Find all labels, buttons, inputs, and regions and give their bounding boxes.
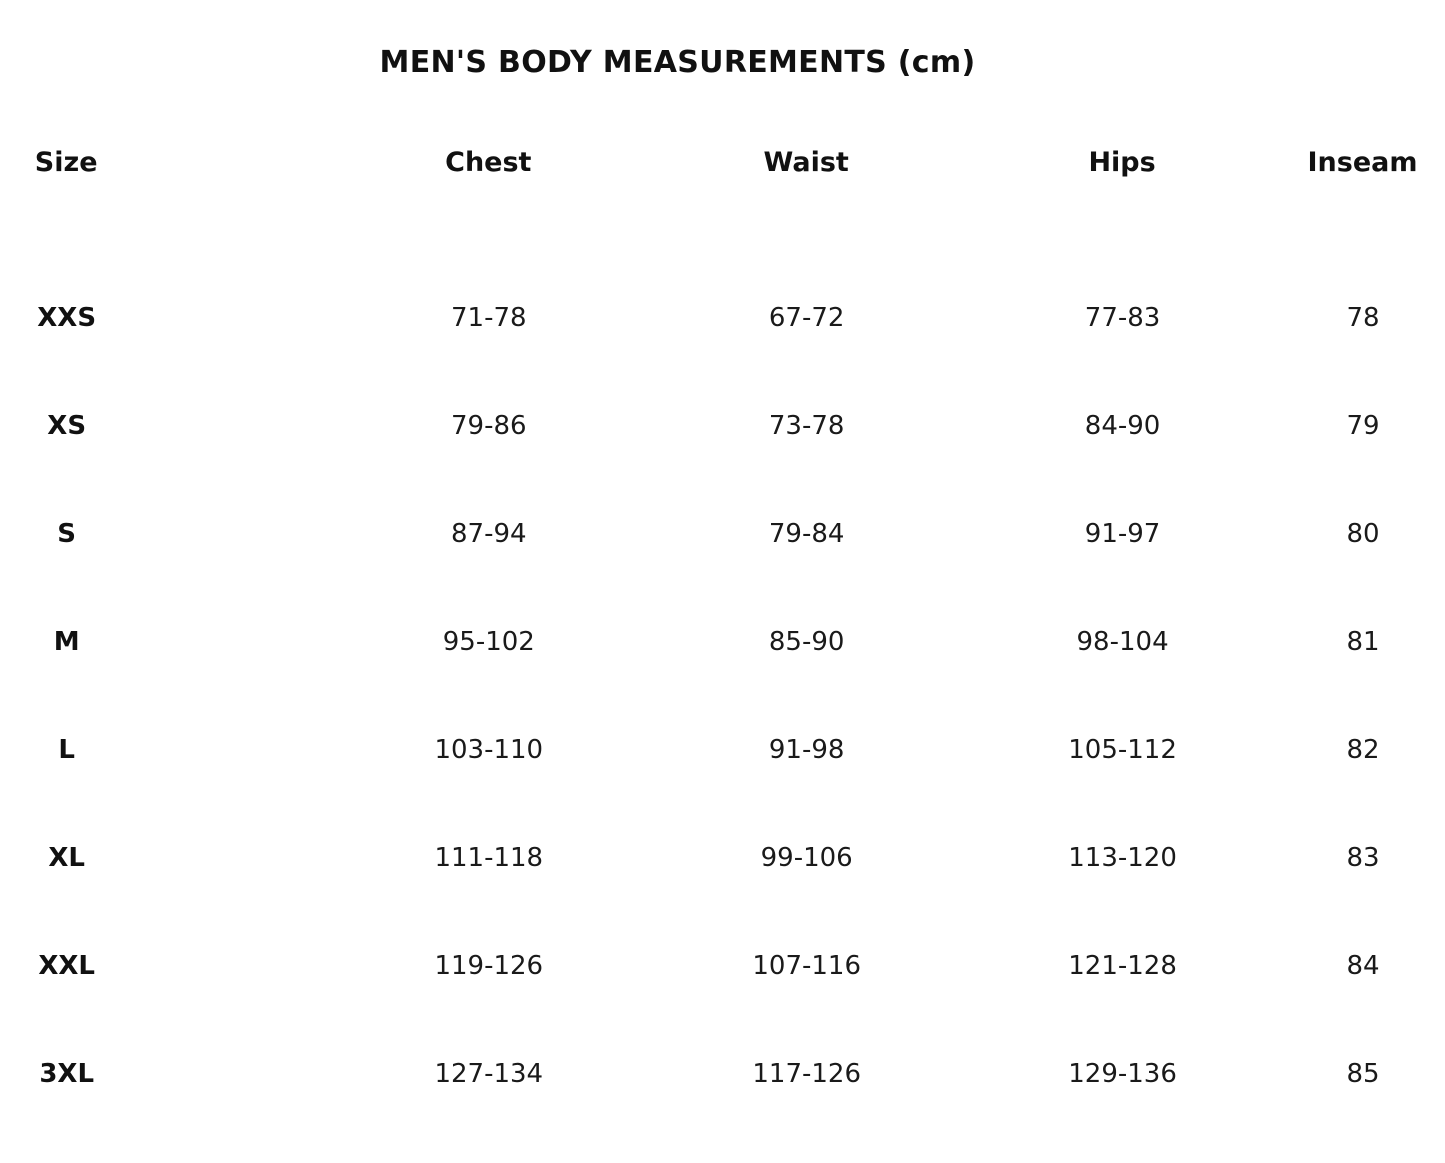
spacer-cell [0,192,332,264]
cell-chest: 111-118 [434,843,544,873]
cell-size: XXS [37,303,97,333]
spacer-cell [968,192,1286,264]
column-header-waist: Waist [763,146,849,178]
table-row [0,912,1445,1020]
cell-inseam: 82 [1346,735,1380,765]
spacer-cell [1286,192,1445,264]
cell-waist: 117-126 [752,1059,861,1089]
cell-waist: 107-116 [752,951,861,981]
cell-size: L [58,735,75,765]
table-row [0,588,1445,696]
cell-inseam: 84 [1346,951,1380,981]
spacer-cell [332,192,650,264]
cell-inseam: 83 [1346,843,1380,873]
cell-size: XXL [38,951,95,981]
cell-chest: 95-102 [442,627,535,657]
cell-waist: 79-84 [768,519,845,549]
table-row [0,372,1445,480]
cell-size: XS [47,411,87,441]
cell-inseam: 85 [1346,1059,1380,1089]
table-row [0,480,1445,588]
table-row [0,696,1445,804]
cell-inseam: 78 [1346,303,1380,333]
table-body [0,192,1445,1128]
cell-waist: 73-78 [768,411,845,441]
cell-chest: 127-134 [434,1059,544,1089]
cell-size: S [57,519,77,549]
column-header-hips: Hips [1088,146,1156,178]
column-header-chest: Chest [445,146,532,178]
cell-inseam: 79 [1346,411,1380,441]
table-row [0,804,1445,912]
table-row [0,264,1445,372]
cell-chest: 103-110 [434,735,544,765]
table-spacer-row [0,192,1445,264]
cell-hips: 121-128 [1068,951,1177,981]
cell-hips: 77-83 [1084,303,1161,333]
cell-waist: 99-106 [760,843,853,873]
table-header-row [0,132,1445,192]
cell-size: XL [48,843,85,873]
size-measurements-table [0,132,1445,1128]
cell-chest: 119-126 [434,951,544,981]
spacer-cell [650,192,968,264]
cell-inseam: 80 [1346,519,1380,549]
column-header-size: Size [34,146,98,178]
cell-chest: 71-78 [451,303,527,333]
cell-inseam: 81 [1346,627,1380,657]
cell-chest: 87-94 [451,519,527,549]
cell-size: 3XL [39,1059,95,1089]
cell-waist: 85-90 [768,627,845,657]
cell-hips: 98-104 [1076,627,1169,657]
cell-chest: 79-86 [451,411,527,441]
page-title: MEN'S BODY MEASUREMENTS (cm) [379,45,976,80]
cell-hips: 84-90 [1084,411,1161,441]
cell-waist: 67-72 [768,303,845,333]
table-header [0,132,1445,192]
cell-waist: 91-98 [768,735,845,765]
table-row [0,1020,1445,1128]
cell-hips: 113-120 [1068,843,1177,873]
cell-hips: 129-136 [1068,1059,1177,1089]
column-header-inseam: Inseam [1307,146,1418,178]
cell-hips: 91-97 [1084,519,1161,549]
cell-size: M [53,627,80,657]
cell-hips: 105-112 [1068,735,1177,765]
